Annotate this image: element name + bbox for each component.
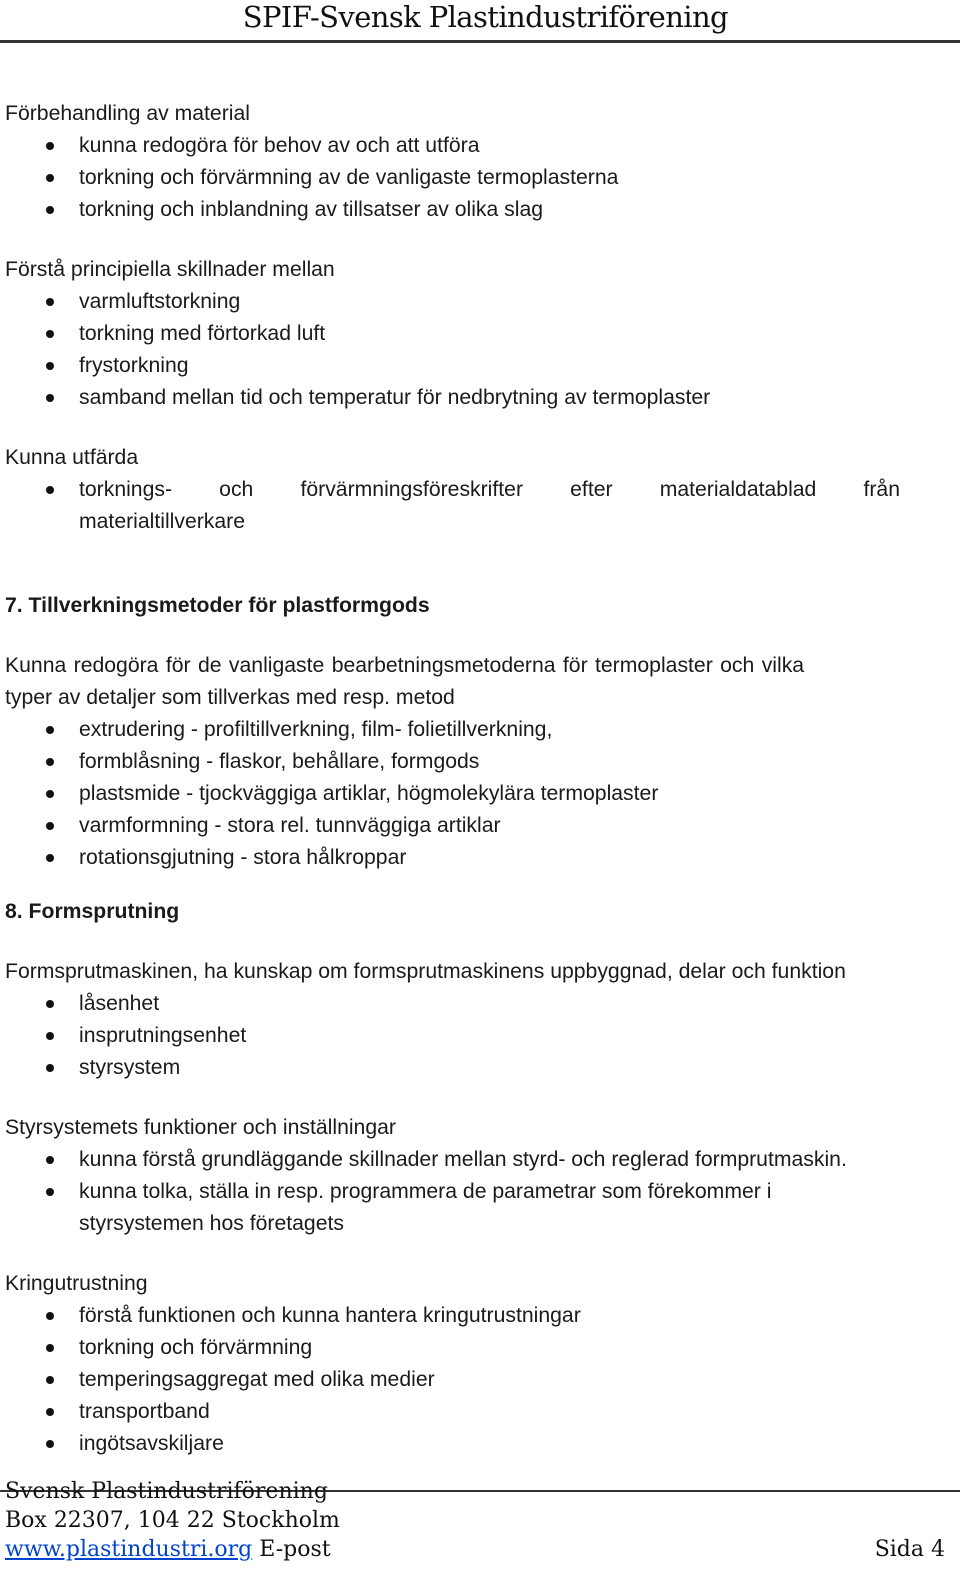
list-item: transportband [5, 1396, 900, 1428]
section-heading-pretreatment: Förbehandling av material [5, 102, 250, 125]
email-label: E-post [259, 1537, 331, 1562]
section-8-intro: Formsprutmaskinen, ha kunskap om formsprutmaskinens uppbyggnad, delar och funktion [5, 960, 846, 983]
footer-contact [5, 1535, 955, 1564]
list-item: torkning och inblandning av tillsatser av olika slag [5, 194, 900, 226]
list-item: varmluftstorkning [5, 286, 900, 318]
list-item: rotationsgjutning - stora hålkroppar [5, 842, 900, 874]
section-heading-control: Styrsystemets funktioner och inställningar [5, 1116, 396, 1139]
list-item: förstå funktionen och kunna hantera kringutrustningar [5, 1300, 900, 1332]
list-item: torkning och förvärmning [5, 1332, 900, 1364]
header-rule [0, 40, 960, 43]
list-item-line: torknings- och förvärmningsföreskrifter efter materialdatablad från [79, 478, 900, 501]
machine-parts-list [5, 988, 900, 1084]
list-item-line: kunna tolka, ställa in resp. programmera de parametrar som förekommer i [79, 1180, 772, 1203]
list-item: kunna förstå grundläggande skillnader mellan styrd- och reglerad formprutmaskin. [5, 1144, 900, 1176]
section-7-intro-line: Kunna redogöra för de vanligaste bearbetningsmetoderna för termoplaster och vilka [5, 654, 805, 677]
issue-list [5, 474, 900, 538]
pretreatment-list [5, 130, 900, 226]
list-item: frystorkning [5, 350, 900, 382]
list-item: ingötsavskiljare [5, 1428, 900, 1460]
list-item: extrudering - profiltillverkning, film- folietillverkning, [5, 714, 900, 746]
list-item: temperingsaggregat med olika medier [5, 1364, 900, 1396]
page-header [0, 0, 960, 42]
list-item: varmformning - stora rel. tunnväggiga artiklar [5, 810, 900, 842]
page-footer [5, 1475, 955, 1564]
list-item-line: materialtillverkare [79, 510, 246, 533]
list-item: torkning med förtorkad luft [5, 318, 900, 350]
section-7-intro-line: typer av detaljer som tillverkas med resp. metod [5, 686, 455, 709]
list-item: styrsystem [5, 1052, 900, 1084]
website-link[interactable]: www.plastindustri.org [5, 1537, 253, 1562]
footer-address: Box 22307, 104 22 Stockholm [5, 1508, 340, 1533]
header-title: SPIF-Svensk Plastindustriförening [242, 0, 728, 34]
drying-list [5, 286, 900, 414]
section-heading-auxiliary: Kringutrustning [5, 1272, 148, 1295]
list-item-line: styrsystemen hos företagets [79, 1212, 344, 1235]
list-item: insprutningsenhet [5, 1020, 900, 1052]
section-heading-drying: Förstå principiella skillnader mellan [5, 258, 335, 281]
page-number: Sida 4 [874, 1537, 945, 1562]
list-item: plastsmide - tjockväggiga artiklar, högmolekylära termoplaster [5, 778, 900, 810]
document-body [5, 98, 900, 1460]
auxiliary-list [5, 1300, 900, 1460]
section-title-7: 7. Tillverkningsmetoder för plastformgods [5, 594, 430, 617]
control-list [5, 1144, 900, 1240]
list-item: formblåsning - flaskor, behållare, formgods [5, 746, 900, 778]
list-item: kunna redogöra för behov av och att utföra [5, 130, 900, 162]
list-item: låsenhet [5, 988, 900, 1020]
list-item [5, 1176, 900, 1240]
methods-list [5, 714, 900, 874]
list-item: samband mellan tid och temperatur för nedbrytning av termoplaster [5, 382, 900, 414]
list-item [5, 474, 900, 538]
section-title-8: 8. Formsprutning [5, 900, 180, 923]
footer-org: Svensk Plastindustriförening [5, 1479, 328, 1504]
list-item: torkning och förvärmning av de vanligaste termoplasterna [5, 162, 900, 194]
section-heading-issue: Kunna utfärda [5, 446, 139, 469]
